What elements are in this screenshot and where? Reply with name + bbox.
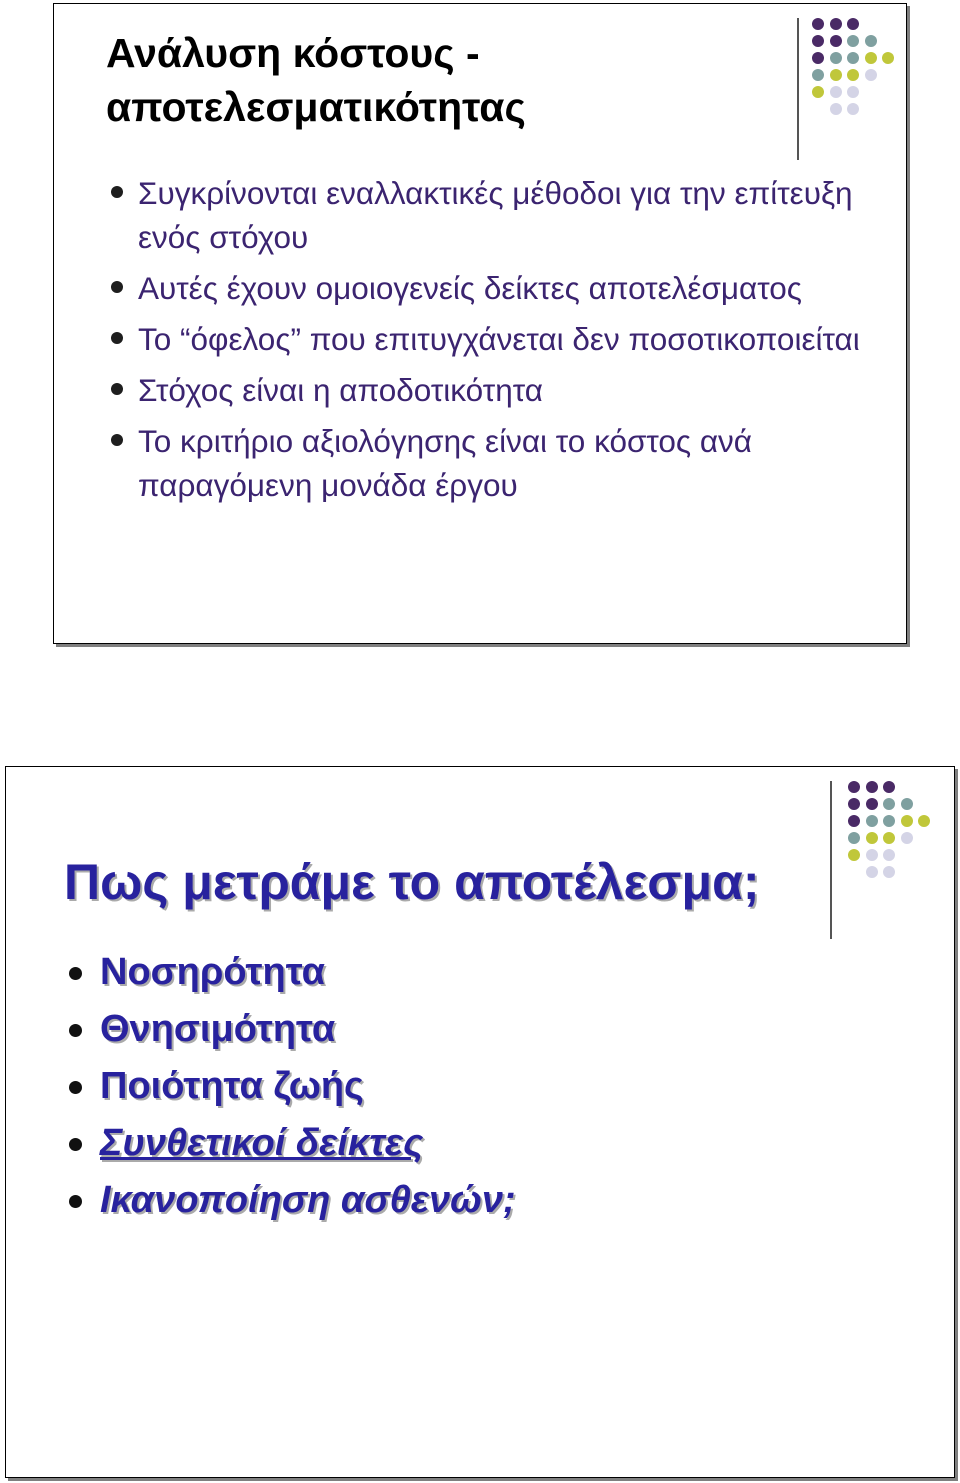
bullet-icon [69, 1138, 82, 1151]
bullet-list [64, 944, 864, 1229]
bullet-icon [111, 434, 123, 446]
bullet-icon [111, 383, 123, 395]
decorative-dot [847, 18, 859, 30]
list-item: Το “όφελος” που επιτυγχάνεται δεν ποσοτικοποιείται [106, 317, 866, 361]
list-item: Ποιότητα ζωής [64, 1058, 864, 1115]
decorative-dot [848, 849, 860, 861]
decorative-dot [830, 103, 842, 115]
decorative-dot [866, 815, 878, 827]
decorative-dot [882, 52, 894, 64]
decorative-dot [812, 69, 824, 81]
decorative-divider-line [797, 18, 799, 160]
decorative-dot [865, 69, 877, 81]
decorative-dot-grid [812, 18, 902, 143]
decorative-dot [848, 815, 860, 827]
list-item: Συγκρίνονται εναλλακτικές μέθοδοι για την επίτευξη ενός στόχου [106, 171, 866, 259]
decorative-dot [865, 52, 877, 64]
decorative-dot [883, 815, 895, 827]
decorative-dot [830, 52, 842, 64]
decorative-dot-grid [848, 781, 938, 906]
decorative-dot [866, 866, 878, 878]
decorative-dot [812, 86, 824, 98]
bullet-icon [111, 186, 123, 198]
decorative-dot [866, 798, 878, 810]
decorative-dot [812, 52, 824, 64]
decorative-dot [918, 815, 930, 827]
slide-title: Πως μετράμε το αποτέλεσμα; [64, 854, 760, 910]
decorative-dot [830, 18, 842, 30]
decorative-dot [865, 35, 877, 47]
decorative-dot [812, 18, 824, 30]
decorative-dot [901, 832, 913, 844]
bullet-icon [111, 332, 123, 344]
slide-2 [5, 766, 955, 1478]
decorative-dot [847, 103, 859, 115]
decorative-dot [847, 52, 859, 64]
bullet-icon [69, 1195, 82, 1208]
decorative-dot [866, 832, 878, 844]
decorative-dot [848, 781, 860, 793]
bullet-icon [69, 1081, 82, 1094]
list-item: Νοσηρότητα [64, 944, 864, 1001]
list-item: Θνησιμότητα [64, 1001, 864, 1058]
decorative-dot [847, 69, 859, 81]
decorative-dot [901, 798, 913, 810]
decorative-dot [848, 798, 860, 810]
bullet-list [106, 171, 866, 514]
list-item: Συνθετικοί δείκτες [64, 1115, 864, 1172]
decorative-dot [883, 832, 895, 844]
list-item: Ικανοποίηση ασθενών; [64, 1172, 864, 1229]
bullet-icon [111, 281, 123, 293]
slide-title: Ανάλυση κόστους - αποτελεσματικότητας [106, 30, 526, 130]
decorative-dot [866, 849, 878, 861]
decorative-dot [848, 832, 860, 844]
decorative-dot [847, 35, 859, 47]
decorative-dot [883, 781, 895, 793]
bullet-icon [69, 967, 82, 980]
decorative-dot [883, 849, 895, 861]
decorative-dot [847, 86, 859, 98]
list-item: Αυτές έχουν ομοιογενείς δείκτες αποτελέσματος [106, 266, 866, 310]
decorative-dot [883, 866, 895, 878]
list-item: Το κριτήριο αξιολόγησης είναι το κόστος ανά παραγόμενη μονάδα έργου [106, 419, 866, 507]
decorative-dot [830, 86, 842, 98]
slide-1 [53, 3, 907, 644]
decorative-dot [866, 781, 878, 793]
bullet-icon [69, 1024, 82, 1037]
decorative-dot [901, 815, 913, 827]
decorative-dot [883, 798, 895, 810]
decorative-dot [830, 69, 842, 81]
list-item: Στόχος είναι η αποδοτικότητα [106, 368, 866, 412]
decorative-dot [830, 35, 842, 47]
decorative-dot [812, 35, 824, 47]
decorative-divider-line [830, 781, 832, 939]
